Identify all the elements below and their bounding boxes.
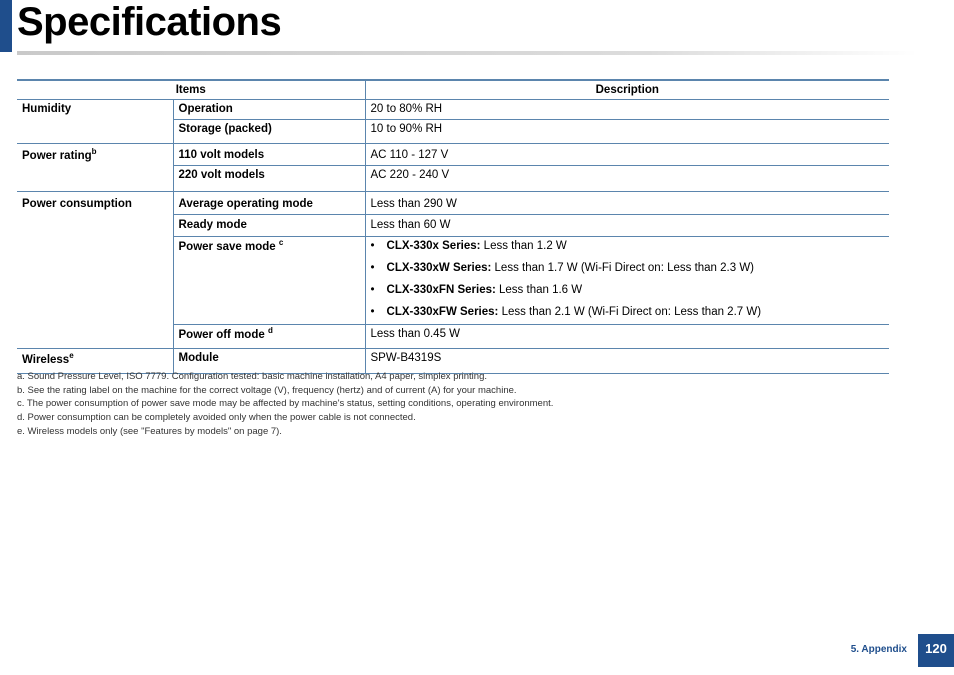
110-volt-value: AC 110 - 127 V [365,144,889,166]
description-header: Description [365,80,889,100]
list-item: • CLX-330x Series: Less than 1.2 W [370,240,567,252]
power-off-mode-value: Less than 0.45 W [365,325,889,349]
ready-mode-value: Less than 60 W [365,215,889,237]
table-row [17,192,889,215]
title-accent-bar [0,0,12,52]
footnote-ref-d: d [267,326,273,336]
220-volt-label: 220 volt models [173,166,365,192]
storage-label: Storage (packed) [173,120,365,144]
footnote-c: c. The power consumption of power save mode may be affected by machine's status, setting conditions, operating environment. [17,398,554,410]
bullet-icon: • [370,240,375,252]
power-consumption-label: Power consumption [17,192,173,349]
footnote-ref-e: e [69,351,74,361]
wireless-label: Wireless$^e$ [17,349,173,374]
power-save-mode-label: Power save mode $^c$ [173,237,365,325]
footnote-d: d. Power consumption can be completely avoided only when the power cable is not connected. [17,412,416,424]
list-item: • CLX-330xFW Series: Less than 2.1 W (Wi-Fi Direct on: Less than 2.7 W) [370,306,762,318]
bullet-icon: • [370,306,375,318]
table-row [17,100,889,120]
110-volt-label: 110 volt models [173,144,365,166]
list-item: • CLX-330xW Series: Less than 1.7 W (Wi-Fi Direct on: Less than 2.3 W) [370,262,755,274]
power-save-list [371,238,885,322]
average-operating-mode-label: Average operating mode [173,192,365,215]
220-volt-value: AC 220 - 240 V [365,166,889,192]
table-row [17,144,889,166]
power-rating-label: Power rating$^b$ [17,144,173,192]
humidity-label: Humidity [17,100,173,144]
power-save-mode-value [365,237,889,325]
bullet-icon: • [370,262,375,274]
footnote-b: b. See the rating label on the machine for the correct voltage (V), frequency (hertz) and of current (A) for your machine. [17,384,517,396]
title-divider [17,51,917,55]
table-header-row [17,80,889,100]
average-operating-mode-value: Less than 290 W [365,192,889,215]
footnote-e: e. Wireless models only (see "Features by models" on page 7). [17,425,282,437]
footnote-a: a. Sound Pressure Level, ISO 7779. Configuration tested: basic machine installation, A4 paper, simplex printing. [17,371,487,382]
footnotes [17,370,553,439]
ready-mode-label: Ready mode [173,215,365,237]
footnote-ref-c: c [278,238,284,248]
bullet-icon: • [370,284,375,296]
page-number: 120 [918,634,954,667]
list-item: • CLX-330xFN Series: Less than 1.6 W [370,284,583,296]
specifications-table [17,79,889,374]
footnote-ref-b: b [91,147,97,157]
storage-value: 10 to 90% RH [365,120,889,144]
power-off-mode-label: Power off mode $^d$ [173,325,365,349]
items-header: Items [17,80,365,100]
footer-section-label: 5. Appendix [850,644,907,655]
module-label: Module [173,349,365,374]
operation-label: Operation [173,100,365,120]
module-value: SPW-B4319S [365,349,889,374]
page-title: Specifications [17,0,282,44]
operation-value: 20 to 80% RH [365,100,889,120]
